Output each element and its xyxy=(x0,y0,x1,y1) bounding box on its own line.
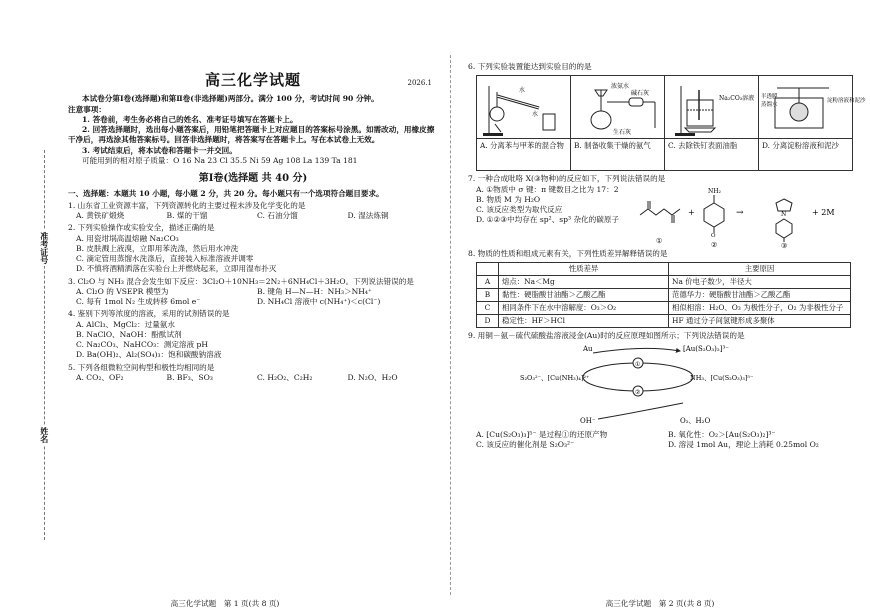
oxygen-label: O xyxy=(711,232,716,239)
step-2-label: ② xyxy=(635,388,641,396)
beaker-apparatus xyxy=(665,76,758,139)
reaction-arrow: → xyxy=(736,207,744,218)
soda-lime-label: 碱石灰 xyxy=(631,90,650,98)
binding-line xyxy=(44,150,45,540)
question-1-option-c: C. 石油分馏 xyxy=(257,211,298,220)
notice-3: 3. 考试结束后，将本试卷和答题卡一并交回。 xyxy=(82,145,237,155)
question-4-stem: 4. 鉴别下列等浓度的溶液，采用的试剂错误的是 xyxy=(68,309,230,319)
ammonia-apparatus xyxy=(571,76,664,139)
q7-option-a: A. ①物质中 σ 键：π 键数目之比为 17：2 xyxy=(476,184,619,194)
question-5-option-c: C. H₂O₂、C₂H₂ xyxy=(257,372,313,382)
q7-block xyxy=(468,185,860,249)
question-2-stem: 2. 下列实验操作或实验安全，描述正确的是 xyxy=(68,223,215,233)
page-2-content xyxy=(468,62,866,451)
water-label-1: 水 xyxy=(519,87,526,95)
amine-label: NH₂ xyxy=(708,187,721,195)
question-4-option-a: A. AlCl₃、MgCl₂：过量氨水 xyxy=(76,319,175,329)
q8-row-label: B xyxy=(477,288,499,301)
q9-option-a: A. [Cu(S₂O₃)₃]⁵⁻ 是过程①的还原产物 xyxy=(476,430,608,440)
sodium-carbonate-label: Na₂CO₃溶液 xyxy=(719,95,755,103)
question-1-option-b: B. 煤的干馏 xyxy=(166,211,208,220)
plus-sign: + xyxy=(688,207,695,217)
q8-header-reason: 主要原因 xyxy=(669,262,851,275)
starch-label: 淀粉溶液和泥沙 xyxy=(827,98,866,105)
q8-header-row xyxy=(477,262,851,275)
q6-option-b xyxy=(571,76,665,170)
q6-option-c xyxy=(665,76,759,170)
byproduct-label: + 2M xyxy=(812,207,835,217)
question-5-option-d: D. N₂O、H₂O xyxy=(347,372,398,382)
oxygen-water-label: O₂、H₂O xyxy=(680,416,711,425)
question-1-stem: 1. 山东省工业资源丰富，下列资源转化的主要过程未涉及化学变化的是 xyxy=(68,200,306,210)
atomic-masses: 可能用到的相对原子质量：O 16 Na 23 Cl 35.5 Ni 59 Ag 108 La 139 Ta 181 xyxy=(82,155,358,165)
water-label-2: 水 xyxy=(532,111,539,119)
q8-row-label: A xyxy=(477,275,499,288)
quicklime-label: 生石灰 xyxy=(613,129,632,137)
page-1-content xyxy=(68,70,438,383)
left-questions xyxy=(68,201,438,383)
q6-caption-d: D. 分离淀粉溶液和泥沙 xyxy=(762,141,839,151)
question-2-option-a: A. 用瓷坩埚高温熔融 Na₂CO₃ xyxy=(76,233,179,243)
question-2-option-b: B. 皮肤溅上液溴，立即用苯洗涤，然后用水冲洗 xyxy=(76,243,239,253)
question-5-stem: 5. 下列各组微粒空间构型和极性均相同的是 xyxy=(68,362,215,372)
q6-stem: 6. 下列实验装置能达到实验目的的是 xyxy=(468,62,592,71)
gold-complex-label: [Au(S₂O₃)₂]³⁻ xyxy=(683,344,729,353)
question-1-option-a: A. 黄铁矿煅烧 xyxy=(76,211,125,220)
q9-option-b: B. 氧化性：O₂＞[Au(S₂O₃)₂]³⁻ xyxy=(668,430,776,440)
q6-caption-b: B. 制备收集干燥的氨气 xyxy=(574,141,651,151)
name-label: 姓名 xyxy=(39,427,49,443)
question-3-option-c: C. 每有 1mol N₂ 生成转移 6mol e⁻ xyxy=(76,297,201,306)
compound-2-number: ② xyxy=(711,240,718,249)
binding-strip xyxy=(0,120,60,540)
q8-row-b xyxy=(477,288,851,301)
dialysis-apparatus xyxy=(759,76,866,139)
question-4-option-b: B. NaClO、NaOH：酚酞试剂 xyxy=(76,329,182,339)
question-4-option-d: D. Ba(OH)₂、Al₂(SO₄)₃：饱和碳酸钠溶液 xyxy=(76,350,222,360)
exam-number-label: 准考证号 xyxy=(39,232,49,264)
q7-option-b: B. 物质 M 为 H₂O xyxy=(476,194,541,204)
notice-title: 注意事项： xyxy=(68,104,106,114)
q8-main-reason: 范德华力：硬脂酸甘油酯＞乙酸乙酯 xyxy=(669,288,851,301)
q6-option-a xyxy=(477,76,571,170)
exam-title: 高三化学试题 xyxy=(204,71,301,89)
step-1-label: ① xyxy=(635,360,641,368)
membrane-label: 半透膜 xyxy=(761,94,778,101)
q8-property-difference: 相同条件下在水中溶解度：O₃＞O₂ xyxy=(499,301,669,314)
question-4-option-c: C. Na₂CO₃、NaHCO₃：测定溶液 pH xyxy=(76,340,208,349)
question-3-option-a: A. Cl₂O 的 VSEPR 模型为 xyxy=(76,286,169,296)
distilled-water-label: 蒸馏水 xyxy=(761,102,778,109)
q8-property-difference: 黏性：硬脂酸甘油酯＞乙酸乙酯 xyxy=(499,288,669,301)
q7-stem: 7. 一种合成吡咯 X(③物种)的反应如下，下列说法错误的是 xyxy=(468,174,666,184)
question-3-option-d: D. NH₄Cl 溶液中 c(NH₄⁺)＜c(Cl⁻) xyxy=(257,297,381,306)
page-2-footer: 高三化学试题 第 2 页(共 8 页) xyxy=(605,598,715,608)
question-1-options xyxy=(68,211,438,221)
gold-label: Au xyxy=(583,344,593,353)
ammonia-label: 浓氨水 xyxy=(611,83,630,91)
q9-stem: 9. 用铜－氨－硫代硫酸盐溶液浸金(Au)时的反应原理如图所示；下列说法错误的是 xyxy=(468,330,745,340)
question-5-options xyxy=(68,373,438,383)
q7-option-d: D. ①②③中均存在 sp²、sp³ 杂化的碳原子 xyxy=(476,215,620,225)
q9-options xyxy=(468,430,860,451)
question-5-option-a: A. CO₂、OF₂ xyxy=(76,372,124,382)
q8-main-reason: Na 价电子数少，半径大 xyxy=(669,275,851,288)
q8-row-d xyxy=(477,314,851,327)
nitrogen-label: N xyxy=(781,210,787,218)
ammonia-copper-thiosulfate-label: NH₃、[Cu(S₂O₃)₃]⁵⁻ xyxy=(690,373,754,382)
exam-date: 2026.1 xyxy=(407,79,432,87)
distillation-apparatus xyxy=(477,76,570,139)
page-1-footer: 高三化学试题 第 1 页(共 8 页) xyxy=(170,598,280,608)
q8-property-difference: 稳定性：HF＞HCl xyxy=(499,314,669,327)
q8-table-body xyxy=(477,275,851,327)
q7-options xyxy=(476,185,636,226)
q8-row-a xyxy=(477,275,851,288)
q6-caption-a: A. 分离苯与甲苯的混合物 xyxy=(480,141,564,151)
question-1-option-d: D. 湿法炼铜 xyxy=(347,211,389,220)
q8-stem: 8. 物质的性质和组成元素有关，下列性质差异解释错误的是 xyxy=(468,248,668,258)
q8-row-c xyxy=(477,301,851,314)
q8-table xyxy=(476,262,851,328)
question-2-options xyxy=(68,234,438,275)
page-2 xyxy=(450,0,870,615)
compound-1-number: ① xyxy=(656,236,663,245)
q8-header-label xyxy=(477,262,499,275)
hydroxide-label: OH⁻ xyxy=(580,416,596,425)
compound-3-number: ③ xyxy=(781,241,788,250)
thiosulfate-copper-ammine-label: S₂O₃²⁻、[Cu(NH₃)₄]²⁺ xyxy=(520,373,590,382)
section-1-title: 第Ⅰ卷(选择题 共 40 分) xyxy=(198,173,308,184)
q9-option-d: D. 溶浸 1mol Au，理论上消耗 0.25mol O₂ xyxy=(668,440,819,450)
question-2-option-d: D. 不慎将酒精洒落在实验台上并燃烧起来，立即用湿布扑灭 xyxy=(76,264,277,274)
q8-row-label: D xyxy=(477,314,499,327)
question-3-stem: 3. Cl₂O 与 NH₃ 混合会发生如下反应：3Cl₂O＋10NH₃＝2N₂＋6NH₄Cl＋3H₂O。下列说法错误的是 xyxy=(68,276,414,286)
question-4-options xyxy=(68,320,438,361)
q9-cycle-diagram xyxy=(468,341,860,427)
exam-intro: 本试卷分第Ⅰ卷(选择题)和第Ⅱ卷(非选择题)两部分。满分 100 分，考试时间 90 分钟。 xyxy=(82,94,379,104)
q8-property-difference: 熔点：Na＜Mg xyxy=(499,275,669,288)
q8-main-reason: 相似相溶：H₂O、O₃ 为极性分子，O₂ 为非极性分子 xyxy=(669,301,851,314)
q7-reaction-scheme xyxy=(636,185,860,249)
q8-main-reason: HF 通过分子间氢键形成多聚体 xyxy=(669,314,851,327)
q8-header-difference: 性质差异 xyxy=(499,262,669,275)
question-3-option-b: B. 键角 H—N—H：NH₃＞NH₄⁺ xyxy=(257,286,372,296)
q6-caption-c: C. 去除铁钉表面油脂 xyxy=(668,141,738,151)
q7-option-c: C. 该反应类型为取代反应 xyxy=(476,205,563,214)
q9-option-c: C. 该反应的催化剂是 S₂O₃²⁻ xyxy=(476,440,575,450)
notice-1: 1. 答卷前，考生务必将自己的姓名、准考证号填写在答题卡上。 xyxy=(82,114,298,124)
question-3-options xyxy=(68,287,438,308)
q6-apparatus-table xyxy=(476,75,866,171)
question-2-option-c: C. 滴定管用蒸馏水洗涤后，直接装入标准溶液并调零 xyxy=(76,254,254,263)
q8-row-label: C xyxy=(477,301,499,314)
section-1-instruction: 一、选择题：本题共 10 小题，每小题 2 分，共 20 分。每小题只有一个选项符合题目要求。 xyxy=(68,188,384,198)
notice-2: 2. 回答选择题时，选出每小题答案后，用铅笔把答题卡上对应题目的答案标号涂黑。如需改动，用橡皮擦干净后，再选涂其他答案标号。回答非选择题时，将答案写在答题卡上。写在本试卷上无效。 xyxy=(68,125,435,145)
question-5-option-b: B. BF₃、SO₃ xyxy=(166,372,213,382)
q6-option-d xyxy=(759,76,866,170)
